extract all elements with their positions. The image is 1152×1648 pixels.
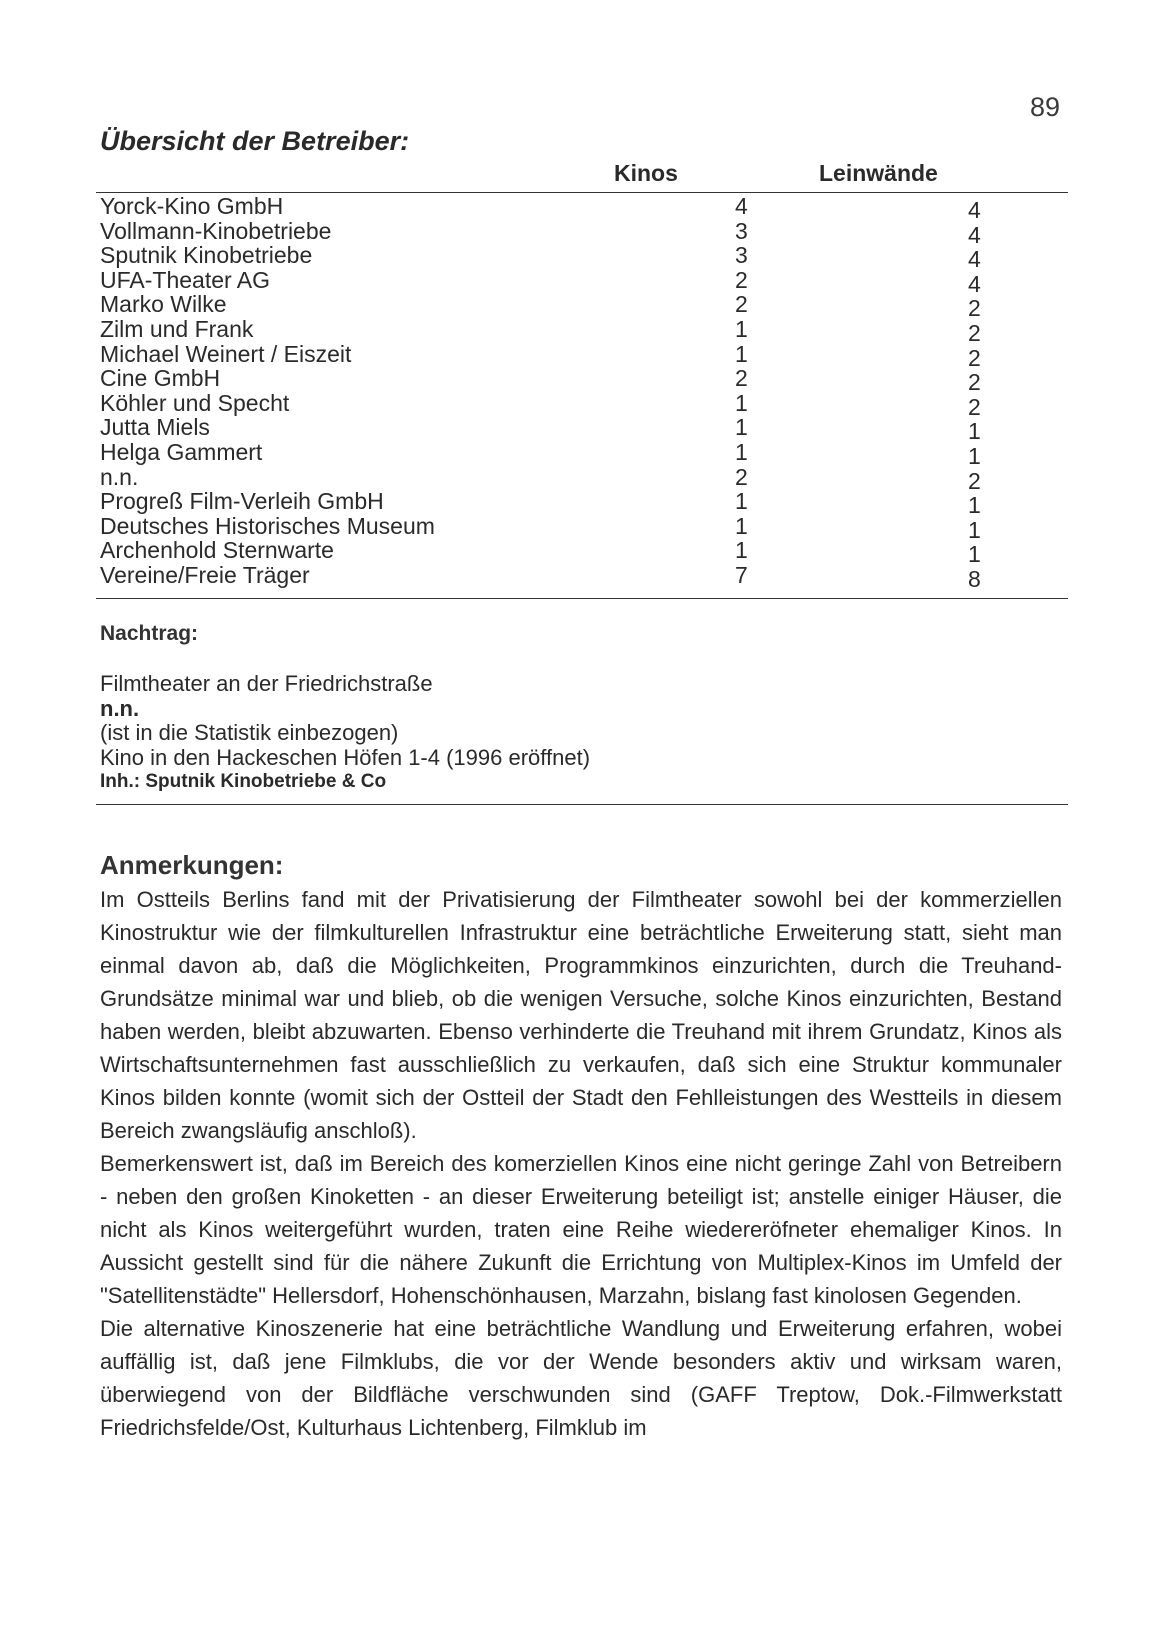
nachtrag-line: Filmtheater an der Friedrichstraße bbox=[100, 671, 433, 696]
table-row bbox=[100, 340, 1060, 371]
table-row bbox=[100, 315, 1060, 346]
kinos-count: 3 bbox=[735, 217, 748, 244]
paragraph: Bemerkenswert ist, daß im Bereich des komerziellen Kinos eine nicht geringe Zahl von Betreibern - neben den großen Kinoketten - an dieser Erweiterung beteiligt ist; anstelle einiger Häuser, die nicht als Kinos weitergeführt wurden, traten eine Reihe wiedereröfneter ehemaliger Kinos. In Aussicht gestellt sind für die nähere Zukunft die Errichtung von Multiplex-Kinos im Umfeld der "Satellitenstädte" Hellersdorf, Hohenschönhausen, Marzahn, bislang fast kinolosen Gegenden. bbox=[100, 1151, 1062, 1308]
operator-name: Archenhold Sternwarte bbox=[100, 537, 334, 564]
leinwaende-count: 1 bbox=[968, 442, 981, 469]
operator-name: Cine GmbH bbox=[100, 365, 221, 392]
leinwaende-count: 1 bbox=[968, 492, 981, 519]
operator-name: UFA-Theater AG bbox=[100, 266, 271, 293]
kinos-count: 1 bbox=[735, 414, 748, 441]
kinos-count: 1 bbox=[735, 512, 748, 539]
kinos-count: 3 bbox=[735, 242, 748, 269]
leinwaende-count: 4 bbox=[968, 246, 981, 273]
kinos-count: 7 bbox=[735, 561, 748, 588]
leinwaende-count: 1 bbox=[968, 541, 981, 568]
table-row bbox=[100, 365, 1060, 396]
table-row bbox=[100, 561, 1060, 592]
table-row bbox=[100, 488, 1060, 519]
table-row bbox=[100, 242, 1060, 273]
kinos-count: 1 bbox=[735, 488, 748, 515]
operator-name: Sputnik Kinobetriebe bbox=[100, 242, 313, 269]
operator-name: Jutta Miels bbox=[100, 414, 210, 441]
kinos-count: 1 bbox=[735, 537, 748, 564]
table-row bbox=[100, 537, 1060, 568]
anmerkungen-title: Anmerkungen: bbox=[100, 850, 284, 880]
table-row bbox=[100, 389, 1060, 420]
nachtrag-line: Kino in den Hackeschen Höfen 1-4 (1996 eröffnet) bbox=[100, 744, 591, 770]
kinos-count: 2 bbox=[735, 266, 748, 293]
table-bottom-rule bbox=[96, 598, 1068, 599]
operator-name: Helga Gammert bbox=[100, 438, 263, 465]
paragraph: Im Ostteils Berlins fand mit der Privatisierung der Filmtheater sowohl bei der kommerziellen Kinostruktur wie der filmkulturellen Infrastruktur eine beträchtliche Erweiterung statt, sieht man einmal davon ab, daß die Möglichkeiten, Programmkinos einzurichten, durch die Treuhand-Grundsätze minimal war und blieb, ob die wenigen Versuche, solche Kinos einzurichten, Bestand haben werden, bleibt abzuwarten. Ebenso verhinderte die Treuhand mit ihrem Grundatz, Kinos als Wirtschaftsunternehmen fast ausschließlich zu verkaufen, daß sich eine Struktur kommunaler Kinos bilden konnte (womit sich der Ostteil der Stadt den Fehlleistungen des Westteils in diesem Bereich zwangsläufig anschloß). bbox=[100, 887, 1062, 1143]
table-row bbox=[100, 414, 1060, 445]
leinwaende-count: 2 bbox=[968, 295, 981, 322]
page-number: 89 bbox=[1030, 92, 1061, 122]
operator-name: Deutsches Historisches Museum bbox=[100, 512, 435, 539]
nachtrag-line: (ist in die Statistik einbezogen) bbox=[100, 720, 399, 746]
kinos-count: 1 bbox=[735, 389, 748, 416]
operator-name: Zilm und Frank bbox=[100, 315, 254, 342]
kinos-count: 2 bbox=[735, 291, 748, 318]
kinos-count: 2 bbox=[735, 365, 748, 392]
leinwaende-count: 8 bbox=[968, 565, 981, 592]
table-row bbox=[100, 266, 1060, 297]
table-row bbox=[100, 512, 1060, 543]
operators-table bbox=[100, 193, 1060, 592]
table-row bbox=[100, 291, 1060, 322]
operator-name: Vollmann-Kinobetriebe bbox=[100, 217, 332, 244]
nachtrag-title: Nachtrag: bbox=[100, 622, 199, 645]
leinwaende-count: 2 bbox=[968, 369, 981, 396]
table-row bbox=[100, 463, 1060, 494]
leinwaende-count: 4 bbox=[968, 197, 981, 223]
kinos-count: 1 bbox=[735, 438, 748, 465]
operator-name: Progreß Film-Verleih GmbH bbox=[100, 488, 384, 515]
operator-name: Vereine/Freie Träger bbox=[100, 561, 310, 588]
operator-name: Köhler und Specht bbox=[100, 389, 290, 416]
operator-name: Marko Wilke bbox=[100, 291, 227, 318]
leinwaende-count: 2 bbox=[968, 393, 981, 420]
paragraph: Die alternative Kinoszenerie hat eine beträchtliche Wandlung und Erweiterung erfahren, wobei auffällig ist, daß jene Filmklubs, die vor der Wende besonders aktiv und wirksam waren, überwiegend von der Bildfläche verschwunden sind (GAFF Treptow, Dok.-Filmwerkstatt Friedrichsfelde/Ost, Kulturhaus Lichtenberg, Filmklub im bbox=[100, 1316, 1062, 1440]
page-title: Übersicht der Betreiber: bbox=[100, 126, 410, 156]
nachtrag-line: n.n. bbox=[100, 695, 140, 721]
leinwaende-count: 2 bbox=[968, 467, 981, 494]
operator-name: Yorck-Kino GmbH bbox=[100, 193, 284, 219]
kinos-count: 1 bbox=[735, 340, 748, 367]
leinwaende-count: 2 bbox=[968, 344, 981, 371]
leinwaende-count: 4 bbox=[968, 221, 981, 248]
kinos-count: 2 bbox=[735, 463, 748, 490]
table-row bbox=[100, 193, 1060, 223]
operator-name: n.n. bbox=[100, 463, 139, 490]
nachtrag-bottom-rule bbox=[96, 804, 1068, 805]
leinwaende-count: 1 bbox=[968, 516, 981, 543]
table-row bbox=[100, 438, 1060, 469]
operator-name: Michael Weinert / Eiszeit bbox=[100, 340, 352, 367]
column-header-kinos: Kinos bbox=[614, 160, 678, 186]
nachtrag-block bbox=[100, 672, 590, 795]
nachtrag-line: Inh.: Sputnik Kinobetriebe & Co bbox=[100, 771, 387, 793]
kinos-count: 4 bbox=[735, 193, 748, 219]
kinos-count: 1 bbox=[735, 315, 748, 342]
leinwaende-count: 4 bbox=[968, 270, 981, 297]
leinwaende-count: 1 bbox=[968, 418, 981, 445]
anmerkungen-body bbox=[100, 883, 1062, 1444]
table-row bbox=[100, 217, 1060, 248]
leinwaende-count: 2 bbox=[968, 319, 981, 346]
column-header-leinwaende: Leinwände bbox=[819, 160, 938, 186]
